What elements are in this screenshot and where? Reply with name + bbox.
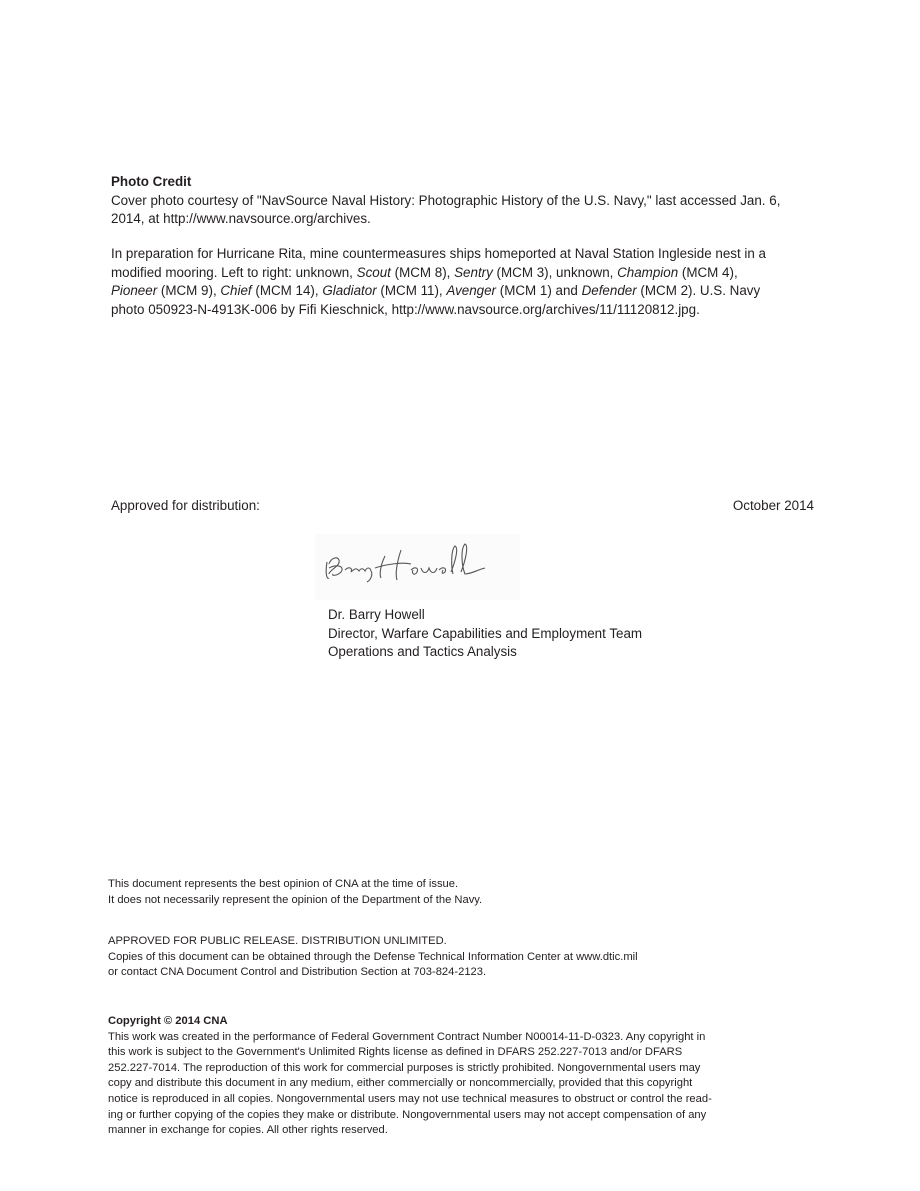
caption-line-2: modified mooring. Left to right: unknown, Scout (MCM 8), Sentry (MCM 3), unknown, Champion (MCM 4), xyxy=(111,264,738,280)
caption-line-4: photo 050923-N-4913K-006 by Fifi Kieschnick, http://www.navsource.org/archives/11/11120812.jpg. xyxy=(111,301,700,317)
signature-image xyxy=(315,534,520,600)
disclaimer-block xyxy=(108,877,828,908)
copyright-line: notice is reproduced in all copies. Nongovernmental users may not use technical measures to obstruct or control the read- xyxy=(108,1092,712,1105)
release-line-1: APPROVED FOR PUBLIC RELEASE. DISTRIBUTION UNLIMITED. xyxy=(108,935,447,947)
caption-line-3: Pioneer (MCM 9), Chief (MCM 14), Gladiator (MCM 11), Avenger (MCM 1) and Defender (MCM 2). U.S. Navy xyxy=(111,283,761,299)
signatory-org: Operations and Tactics Analysis xyxy=(328,644,517,660)
copyright-line: This work was created in the performance of Federal Government Contract Number N00014-11-D-0323. Any copyright in xyxy=(108,1030,706,1043)
photo-credit-line-1: Cover photo courtesy of "NavSource Naval History: Photographic History of the U.S. Navy," last accessed Jan. 6, xyxy=(111,192,781,208)
release-line-3: or contact CNA Document Control and Distribution Section at 703-824-2123. xyxy=(108,966,487,979)
photo-caption xyxy=(111,245,841,319)
signatory-name: Dr. Barry Howell xyxy=(328,607,425,622)
signatory-block xyxy=(328,606,642,662)
signatory-title: Director, Warfare Capabilities and Employment Team xyxy=(328,625,643,641)
copyright-line: manner in exchange for copies. All other rights reserved. xyxy=(108,1124,388,1137)
copyright-line: this work is subject to the Government's Unlimited Rights license as defined in DFARS 252.227-7013 and/or DFARS xyxy=(108,1046,683,1059)
photo-credit-section xyxy=(111,173,841,229)
disclaimer-line-1: This document represents the best opinion of CNA at the time of issue. xyxy=(108,878,459,890)
copyright-line: 252.227-7014. The reproduction of this work for commercial purposes is strictly prohibited. Nongovernmental users may xyxy=(108,1061,701,1074)
disclaimer-line-2: It does not necessarily represent the opinion of the Department of the Navy. xyxy=(108,893,483,906)
copyright-line: copy and distribute this document in any medium, either commercially or noncommercially, provided that this copyright xyxy=(108,1077,693,1090)
caption-line-1: In preparation for Hurricane Rita, mine countermeasures ships homeported at Naval Station Ingleside nest in a xyxy=(111,246,767,261)
photo-credit-line-2: 2014, at http://www.navsource.org/archives. xyxy=(111,211,371,227)
photo-credit-heading: Photo Credit xyxy=(111,174,192,189)
release-block xyxy=(108,934,828,981)
copyright-heading: Copyright © 2014 CNA xyxy=(108,1015,228,1027)
copyright-line: ing or further copying of the copies they make or distribute. Nongovernmental users may not accept compensation of any xyxy=(108,1108,707,1121)
release-line-2: Copies of this document can be obtained through the Defense Technical Information Center at www.dtic.mil xyxy=(108,950,638,963)
approval-label: Approved for distribution: xyxy=(111,498,260,513)
approval-date: October 2014 xyxy=(732,498,814,513)
signature-icon xyxy=(315,534,520,600)
copyright-block xyxy=(108,1014,828,1139)
